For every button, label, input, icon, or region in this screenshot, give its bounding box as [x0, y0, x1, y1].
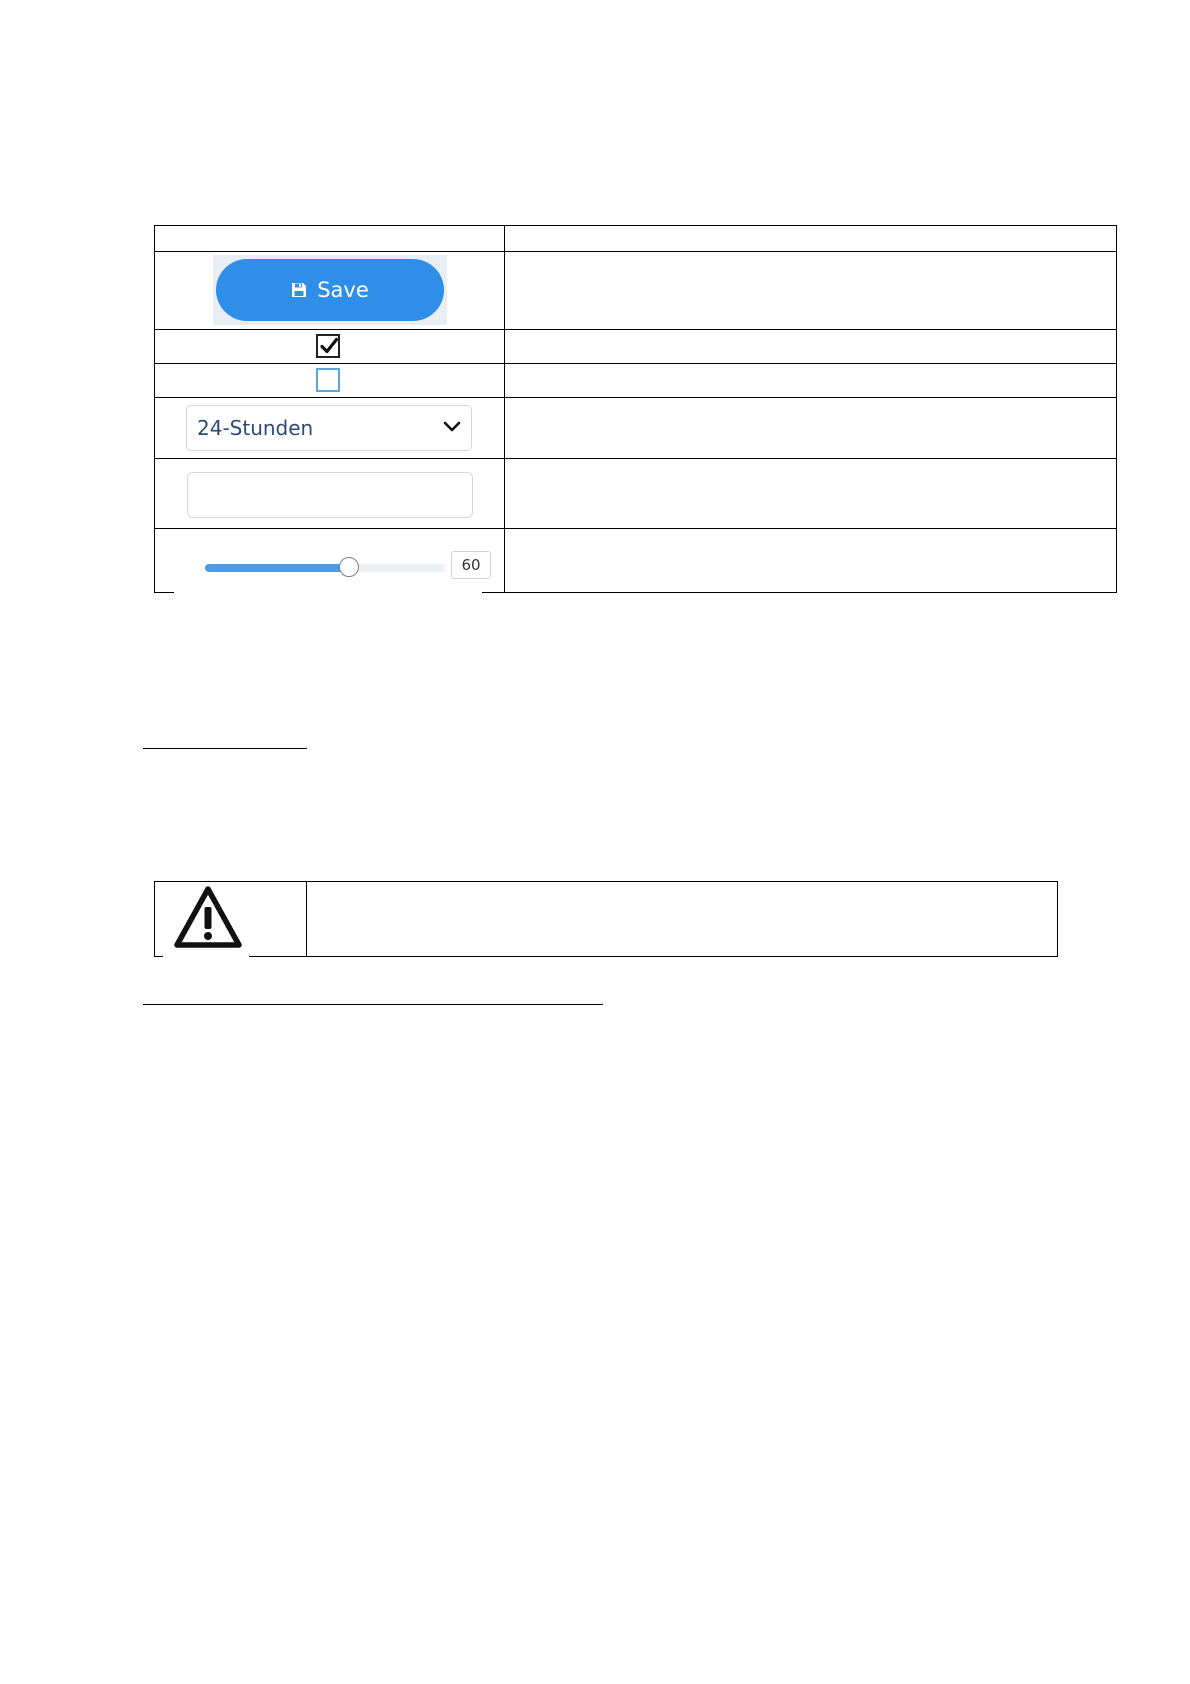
control-cell — [155, 364, 505, 398]
control-cell — [155, 459, 505, 529]
control-cell — [155, 398, 505, 459]
save-button-label: Save — [317, 278, 369, 302]
table-header-row — [155, 226, 1117, 252]
floppy-disk-icon — [291, 282, 307, 298]
checkbox-checked[interactable] — [316, 334, 340, 358]
text-input[interactable] — [187, 472, 473, 518]
section-underline — [143, 1004, 603, 1005]
slider-track[interactable] — [205, 564, 445, 572]
save-button[interactable] — [216, 259, 444, 321]
table-row — [155, 252, 1117, 330]
save-button-screenshot — [213, 255, 447, 325]
slider-fill — [205, 564, 349, 572]
control-cell — [155, 252, 505, 330]
chevron-down-icon — [443, 420, 461, 434]
header-cell-control — [155, 226, 505, 252]
table-row — [155, 364, 1117, 398]
slider-value-box[interactable]: 60 — [451, 551, 491, 579]
warning-triangle-icon — [173, 885, 243, 949]
warning-icon-wrap — [163, 882, 249, 958]
warning-text-cell — [307, 882, 1058, 957]
warning-icon-cell — [155, 882, 307, 957]
select-value: 24-Stunden — [197, 416, 314, 440]
slider-thumb[interactable] — [339, 557, 359, 577]
controls-table — [154, 225, 1117, 593]
control-cell — [155, 330, 505, 364]
checkmark-icon — [319, 336, 339, 356]
heading-underline — [143, 748, 307, 749]
table-row — [155, 529, 1117, 593]
description-cell — [505, 529, 1117, 593]
table-row — [155, 459, 1117, 529]
description-cell — [505, 364, 1117, 398]
checkbox-unchecked[interactable] — [316, 368, 340, 392]
control-cell — [155, 529, 505, 593]
description-cell — [505, 330, 1117, 364]
slider-screenshot — [174, 529, 482, 595]
description-cell — [505, 459, 1117, 529]
description-cell — [505, 252, 1117, 330]
hour-format-select[interactable] — [186, 405, 472, 451]
warning-box — [154, 881, 1058, 957]
header-cell-description — [505, 226, 1117, 252]
table-row — [155, 330, 1117, 364]
description-cell — [505, 398, 1117, 459]
table-row — [155, 398, 1117, 459]
